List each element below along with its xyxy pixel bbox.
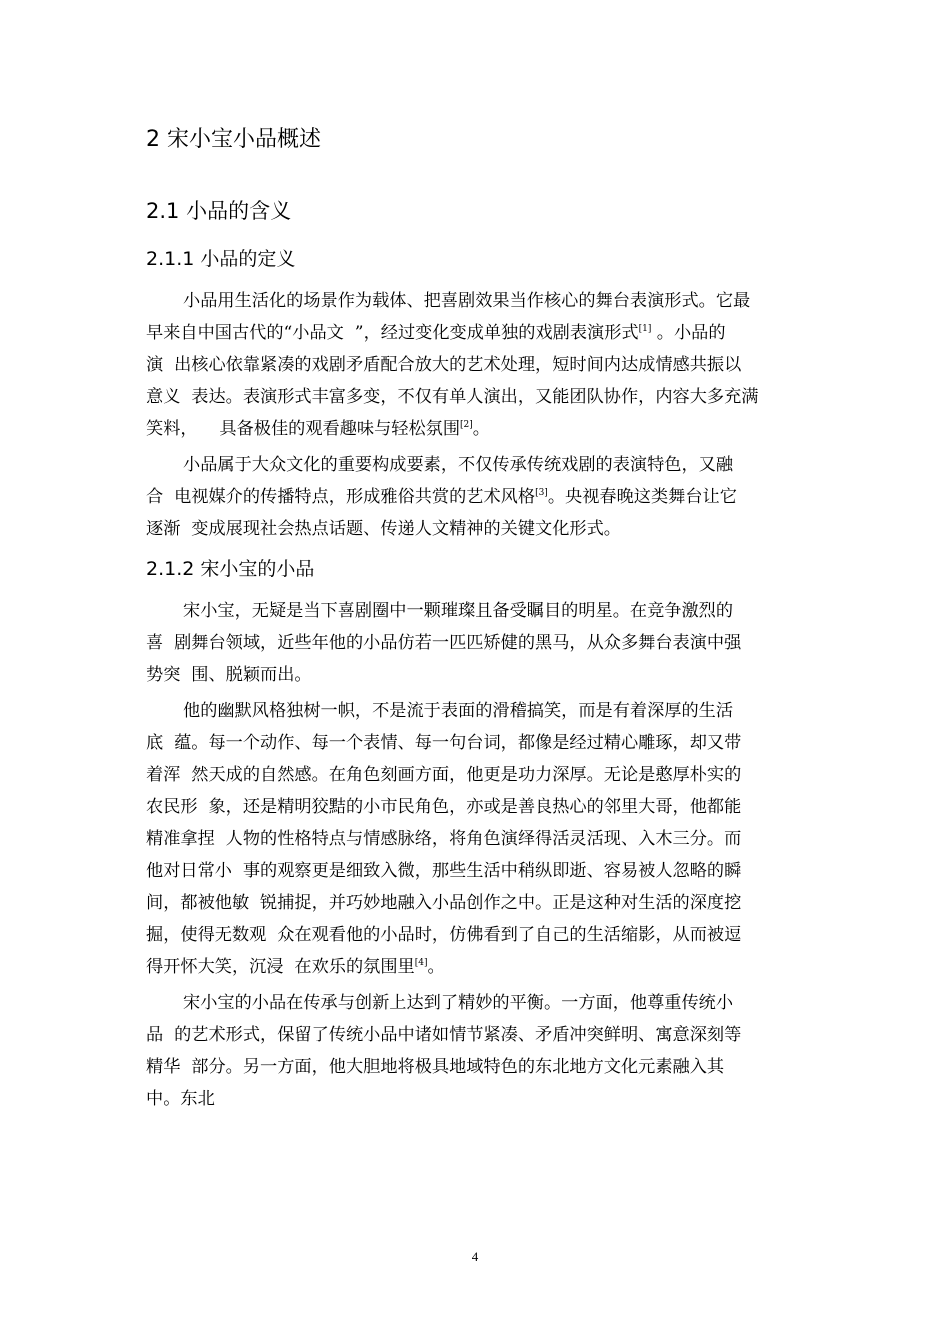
paragraph-4-line: 得开怀大笑，沉浸 在欢乐的氛围里[4]。	[146, 957, 445, 977]
citation-ref: [2]	[460, 420, 473, 430]
paragraph-3-line: 宋小宝，无疑是当下喜剧圈中一颗璀璨且备受瞩目的明星。在竞争激烈的	[183, 601, 734, 621]
paragraph-4-line: 着浑 然天成的自然感。在角色刻画方面，他更是功力深厚。无论是憨厚朴实的	[146, 765, 742, 785]
paragraph-4-line: 底 蕴。每一个动作、每一个表情、每一句台词，都像是经过精心雕琢，却又带	[146, 733, 742, 753]
paragraph-1-line: 演 出核心依靠紧凑的戏剧矛盾配合放大的艺术处理，短时间内达成情感共振以	[146, 355, 742, 375]
paragraph-2-line: 合 电视媒介的传播特点，形成雅俗共赏的艺术风格[3]。央视春晚这类舞台让它	[146, 487, 737, 507]
paragraph-4-line: 精准拿捏 人物的性格特点与情感脉络，将角色演绎得活灵活现、入木三分。而	[146, 829, 742, 849]
paragraph-4-line: 他的幽默风格独树一帜，不是流于表面的滑稽搞笑，而是有着深厚的生活	[183, 701, 734, 721]
subsection-heading-song-xiaobao: 2.1.2 宋小宝的小品	[146, 558, 315, 580]
paragraph-1-line: 笑料， 具备极佳的观看趣味与轻松氛围[2]。	[146, 419, 490, 439]
citation-ref: [1]	[638, 324, 652, 334]
paragraph-5-line: 中。东北	[146, 1089, 215, 1109]
page-number: 4	[471, 1249, 479, 1264]
paragraph-2-line: 逐渐 变成展现社会热点话题、传递人文精神的关键文化形式。	[146, 519, 621, 539]
paragraph-4-line: 他对日常小 事的观察更是细致入微，那些生活中稍纵即逝、容易被人忽略的瞬	[146, 861, 742, 881]
paragraph-3-line: 势突 围、脱颖而出。	[146, 665, 312, 685]
paragraph-5-line: 精华 部分。另一方面，他大胆地将极具地域特色的东北地方文化元素融入其	[146, 1057, 725, 1077]
paragraph-3-line: 喜 剧舞台领域，近些年他的小品仿若一匹匹矫健的黑马，从众多舞台表演中强	[146, 633, 742, 653]
citation-ref: [3]	[535, 488, 548, 498]
paragraph-5-line: 品 的艺术形式，保留了传统小品中诸如情节紧凑、矛盾冲突鲜明、寓意深刻等	[146, 1025, 742, 1045]
paragraph-5-line: 宋小宝的小品在传承与创新上达到了精妙的平衡。一方面，他尊重传统小	[183, 993, 734, 1013]
paragraph-2-line: 小品属于大众文化的重要构成要素，不仅传承传统戏剧的表演特色，又融	[183, 455, 734, 475]
citation-ref: [4]	[414, 958, 428, 968]
paragraph-1-line: 早来自中国古代的“小品文 ”，经过变化变成单独的戏剧表演形式[1] 。小品的	[146, 323, 726, 343]
chapter-heading: 2 宋小宝小品概述	[146, 127, 321, 152]
paragraph-1-line: 小品用生活化的场景作为载体、把喜剧效果当作核心的舞台表演形式。它最	[183, 291, 751, 311]
paragraph-4-line: 掘，使得无数观 众在观看他的小品时，仿佛看到了自己的生活缩影，从而被逗	[146, 925, 742, 945]
paragraph-1-line: 意义 表达。表演形式丰富多变，不仅有单人演出，又能团队协作，内容大多充满	[146, 387, 759, 407]
section-heading: 2.1 小品的含义	[146, 199, 292, 223]
paragraph-4-line: 间，都被他敏 锐捕捉，并巧妙地融入小品创作之中。正是这种对生活的深度挖	[146, 893, 742, 913]
subsection-heading-definition: 2.1.1 小品的定义	[146, 248, 296, 270]
paragraph-4-line: 农民形 象，还是精明狡黠的小市民角色，亦或是善良热心的邻里大哥，他都能	[146, 797, 742, 817]
